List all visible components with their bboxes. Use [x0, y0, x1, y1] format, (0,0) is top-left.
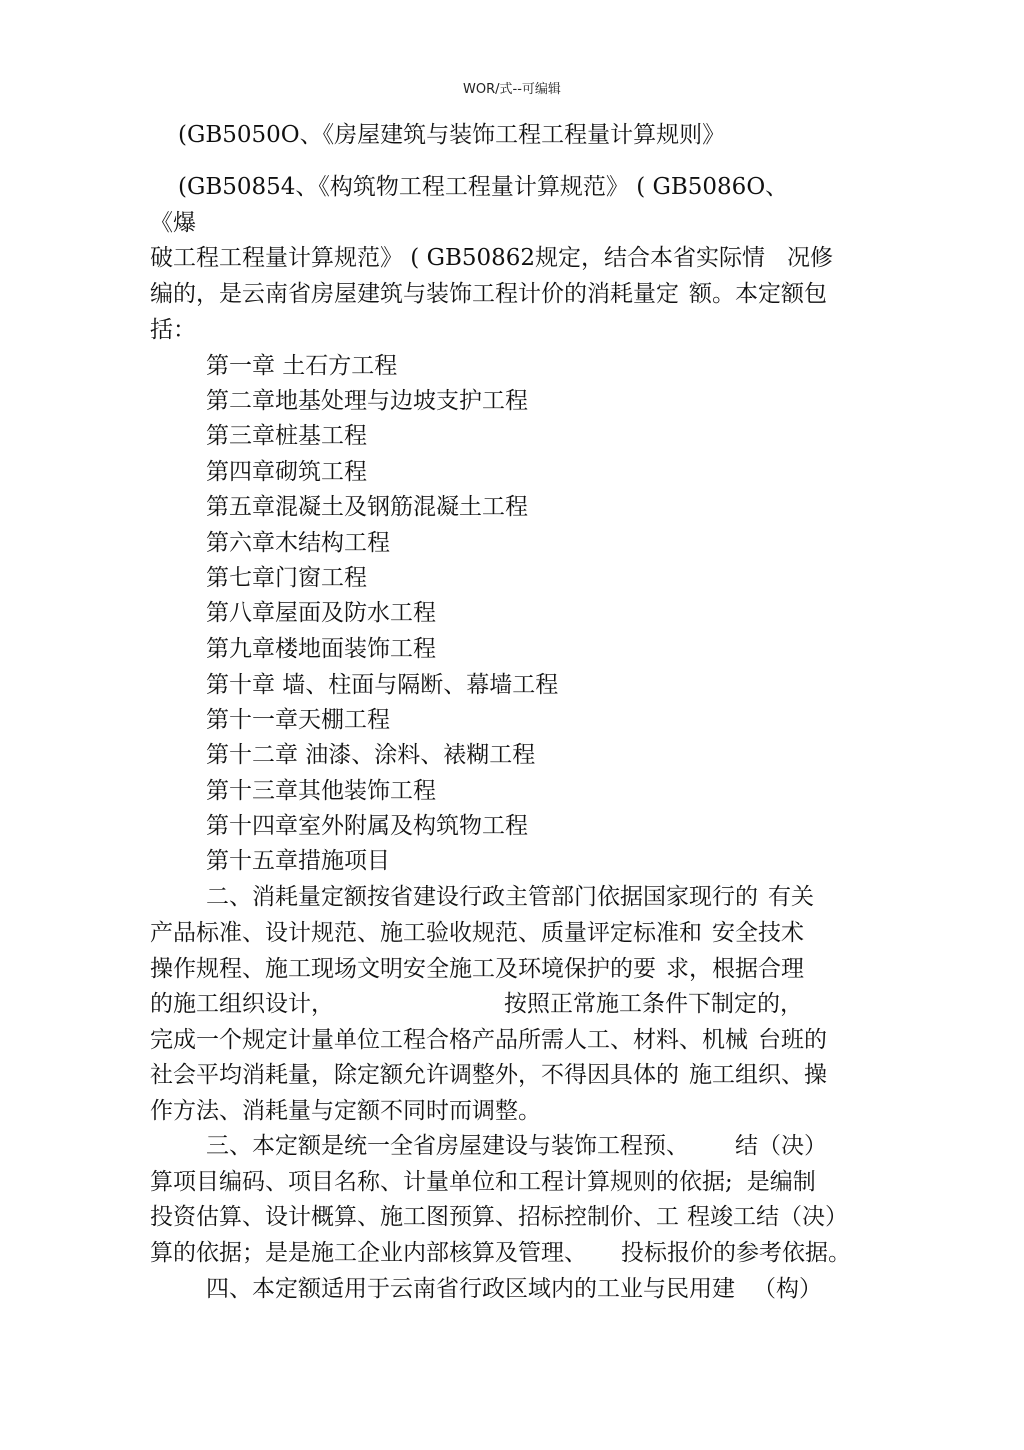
section3-line-4-part-a: 算的依据；是是施工企业内部核算及管理、 [150, 1240, 587, 1266]
chapter-item: 第十二章 油漆、涂料、裱糊工程 [206, 742, 536, 768]
chapter-item: 第一章 土石方工程 [206, 353, 398, 379]
intro-line-4-part-a: 破工程工程量计算规范》 ( GB50862规定，结合本省实际情 [150, 245, 766, 271]
section2-line-4-part-b: 按照正常施工条件下制定的， [504, 991, 803, 1017]
section2-line-2-part-b: 安全技术 [712, 920, 804, 946]
section2-line-2-part-a: 产品标准、设计规范、施工验收规范、质量评定标准和 [150, 920, 702, 946]
section3-line-3-part-a: 投资估算、设计概算、施工图预算、招标控制价、工 [150, 1204, 679, 1230]
intro-line-3: 《爆 [150, 210, 196, 236]
chapter-item: 第四章砌筑工程 [206, 459, 367, 485]
chapter-item: 第十一章天棚工程 [206, 707, 390, 733]
section2-line-6 [150, 1060, 827, 1090]
section3-line-2 [150, 1167, 816, 1197]
chapter-item: 第八章屋面及防水工程 [206, 600, 436, 626]
chapter-item: 第十五章措施项目 [206, 848, 390, 874]
section2-line-3-part-a: 操作规程、施工现场文明安全施工及环境保护的要 [150, 956, 656, 982]
chapter-item: 第十三章其他装饰工程 [206, 778, 436, 804]
section3-line-1 [206, 1131, 827, 1161]
chapter-item: 第九章楼地面装饰工程 [206, 636, 436, 662]
chapter-item: 第三章桩基工程 [206, 423, 367, 449]
intro-line-4-part-b: 况修 [787, 245, 834, 271]
intro-line-4 [150, 243, 833, 273]
intro-line-2: (GB50854、《构筑物工程工程量计算规范》 ( GB5086O、 [178, 174, 789, 200]
section2-line-1-part-a: 二、消耗量定额按省建设行政主管部门依据国家现行的 [206, 884, 758, 910]
section2-line-5-part-a: 完成一个规定计量单位工程合格产品所需人工、材料、机械 [150, 1027, 748, 1053]
section2-line-5-part-b: 台班的 [758, 1027, 827, 1053]
section2-line-6-part-a: 社会平均消耗量，除定额允许调整外，不得因具体的 [150, 1062, 679, 1088]
section2-line-7: 作方法、消耗量与定额不同时而调整。 [150, 1098, 541, 1124]
section2-line-1-part-b: 有关 [768, 884, 814, 910]
section2-line-6-part-b: 施工组织、操 [689, 1062, 827, 1088]
section2-line-3 [150, 954, 804, 984]
section2-line-2 [150, 918, 804, 948]
section3-line-2-part-b: 是编制 [746, 1169, 816, 1195]
section4-line-1 [206, 1274, 822, 1304]
section2-line-4 [150, 989, 803, 1019]
chapter-item: 第十章 墙、柱面与隔断、幕墙工程 [206, 672, 559, 698]
intro-line-5-part-a: 编的，是云南省房屋建筑与装饰工程计价的消耗量定 [150, 281, 679, 307]
section3-line-3 [150, 1202, 848, 1232]
section3-line-3-part-b: 程竣工结（决） [687, 1204, 848, 1230]
section3-line-4 [150, 1238, 851, 1268]
section3-line-2-part-a: 算项目编码、项目名称、计量单位和工程计算规则的依据; [150, 1169, 733, 1195]
intro-line-5 [150, 279, 827, 309]
chapter-item: 第二章地基处理与边坡支护工程 [206, 388, 528, 414]
section4-line-1-part-a: 四、本定额适用于云南省行政区域内的工业与民用建 [206, 1276, 735, 1302]
section4-line-1-part-b: （构） [753, 1276, 822, 1302]
section2-line-3-part-b: 求，根据合理 [666, 956, 804, 982]
section2-line-5 [150, 1025, 827, 1055]
page-header: WOR/式--可编辑 [463, 82, 561, 97]
chapter-item: 第五章混凝土及钢筋混凝土工程 [206, 494, 528, 520]
section3-line-4-part-b: 投标报价的参考依据。 [621, 1240, 851, 1266]
chapter-item: 第七章门窗工程 [206, 565, 367, 591]
chapter-item: 第十四章室外附属及构筑物工程 [206, 813, 528, 839]
section2-line-4-part-a: 的施工组织设计， [150, 991, 334, 1017]
section3-line-1-part-a: 三、本定额是统一全省房屋建设与装饰工程预、 [206, 1133, 689, 1159]
intro-line-5-part-b: 额。本定额包 [689, 281, 827, 307]
intro-line-1: (GB5050O、《房屋建筑与装饰工程工程量计算规则》 [178, 122, 726, 148]
section3-line-1-part-b: 结（决） [735, 1133, 827, 1159]
section2-line-1 [206, 882, 814, 912]
chapter-item: 第六章木结构工程 [206, 530, 390, 556]
intro-line-6: 括： [150, 317, 196, 343]
